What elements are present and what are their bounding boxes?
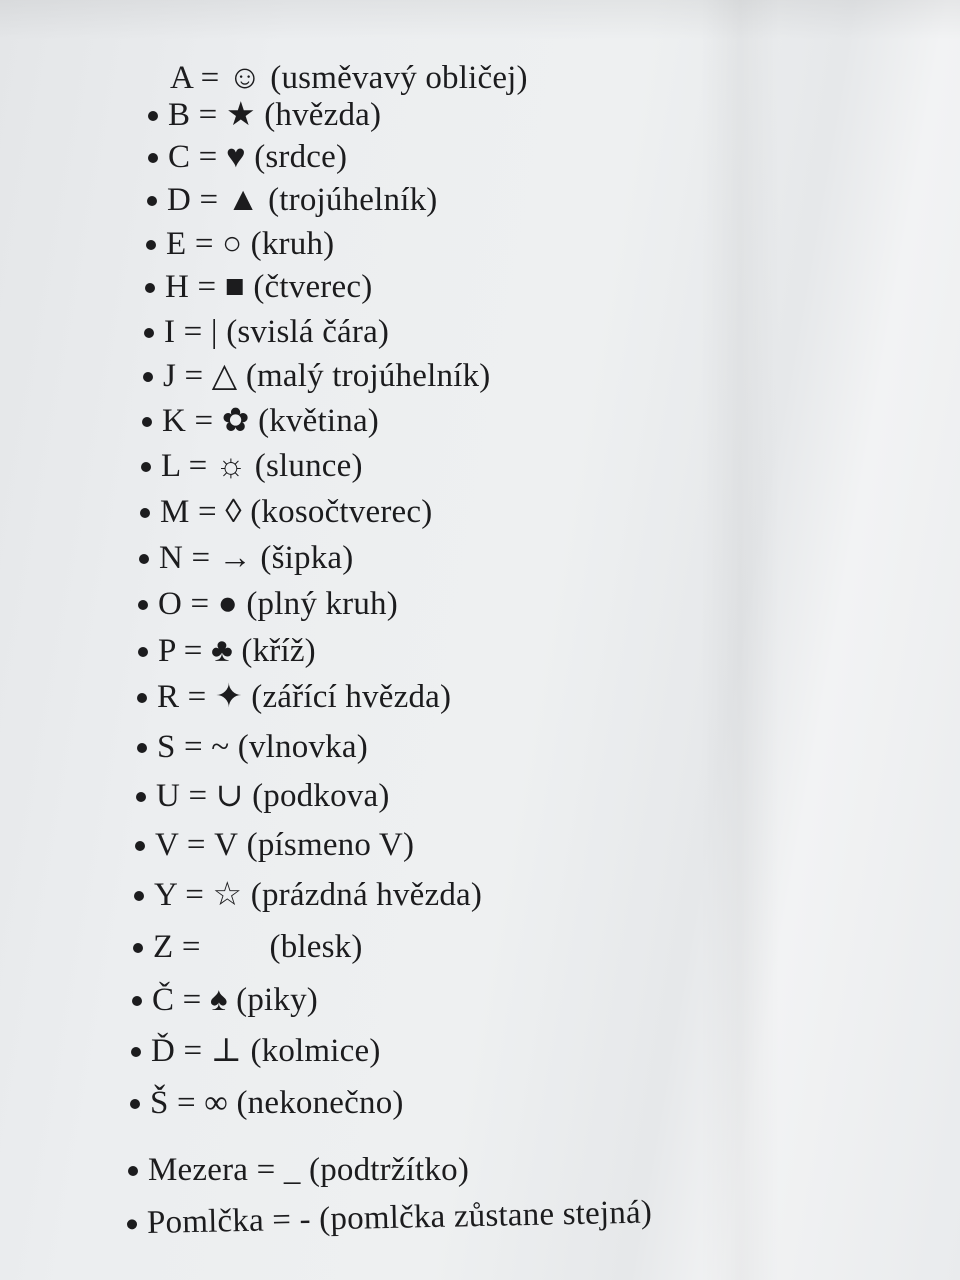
legend-item-i <box>164 312 389 352</box>
bullet-icon <box>148 111 158 121</box>
legend-description: (hvězda) <box>264 97 382 133</box>
legend-item-a <box>170 58 528 98</box>
legend-description: (podkova) <box>252 778 390 814</box>
legend-item-m <box>160 492 432 532</box>
legend-description: (písmeno V) <box>246 827 415 863</box>
legend-letter: L <box>161 448 181 484</box>
legend-description: (nekonečno) <box>236 1085 404 1121</box>
legend-item-p <box>158 631 316 671</box>
star-icon: ★ <box>225 97 256 133</box>
bullet-icon <box>133 943 143 953</box>
legend-equals: = <box>194 403 214 439</box>
legend-letter: Pomlčka <box>146 1202 265 1241</box>
legend-letter: Z <box>153 929 174 965</box>
legend-equals: = <box>184 729 203 765</box>
legend-equals: = <box>187 679 207 715</box>
bullet-icon <box>134 891 144 901</box>
legend-letter: N <box>159 540 184 576</box>
legend-letter: Ď <box>151 1033 176 1069</box>
bullet-icon <box>142 417 152 427</box>
legend-equals: = <box>198 494 217 530</box>
legend-letter: S <box>157 729 176 765</box>
legend-item-o <box>158 584 398 624</box>
legend-equals: = <box>197 269 217 305</box>
legend-letter: C <box>168 139 191 175</box>
legend-item-h <box>165 267 372 307</box>
legend-description: (srdce) <box>254 139 348 175</box>
small-triangle-icon: △ <box>211 358 238 394</box>
letter-v-icon: V <box>214 827 239 863</box>
legend-equals: = <box>271 1201 292 1239</box>
legend-description: (svislá čára) <box>226 314 390 350</box>
bullet-icon <box>138 600 148 610</box>
legend-description: (šipka) <box>260 540 354 576</box>
legend-description: (podtržítko) <box>309 1152 470 1188</box>
perpendicular-icon: ⊥ <box>210 1033 242 1069</box>
legend-letter: J <box>163 358 177 394</box>
filled-circle-icon: ● <box>217 586 238 622</box>
legend-description: (piky) <box>236 982 318 1018</box>
legend-equals: = <box>200 60 220 96</box>
legend-equals: = <box>185 877 205 913</box>
legend-item-l <box>161 446 363 486</box>
legend-equals: = <box>186 827 206 863</box>
vertical-line-icon: | <box>210 314 218 350</box>
legend-description: (květina) <box>258 403 379 439</box>
legend-letter: Č <box>152 982 175 1018</box>
legend-equals: = <box>183 633 203 669</box>
bullet-icon <box>130 1099 140 1109</box>
legend-item-c <box>168 137 347 177</box>
bullet-icon <box>143 372 153 382</box>
legend-description: (kolmice) <box>250 1033 381 1069</box>
bullet-icon <box>141 462 151 472</box>
legend-letter: B <box>168 97 191 133</box>
legend-letter: M <box>160 494 190 530</box>
legend-item-k <box>162 401 379 441</box>
legend-item-space <box>148 1150 469 1190</box>
legend-letter: V <box>155 827 179 863</box>
legend-description: (kříž) <box>241 633 316 669</box>
legend-item-b <box>168 95 381 135</box>
bullet-icon <box>132 996 142 1006</box>
legend-letter: K <box>162 403 187 439</box>
flower-icon: ✿ <box>221 403 250 439</box>
legend-description: (vlnovka) <box>237 729 368 765</box>
legend-description: (plný kruh) <box>246 586 398 622</box>
arrow-right-icon: → <box>218 540 252 576</box>
bullet-icon <box>144 328 154 338</box>
empty-star-icon: ☆ <box>212 877 243 913</box>
horseshoe-icon: ∪ <box>215 778 244 814</box>
legend-letter: H <box>165 269 190 305</box>
legend-item-e <box>166 224 334 264</box>
club-icon: ♣ <box>211 633 233 669</box>
legend-description: (kruh) <box>250 226 335 262</box>
legend-equals: = <box>183 314 203 350</box>
legend-letter: D <box>167 182 192 218</box>
bullet-icon <box>145 283 155 293</box>
legend-description: (blesk) <box>269 929 363 965</box>
legend-item-u <box>156 776 390 816</box>
legend-equals: = <box>194 226 214 262</box>
bullet-icon <box>139 554 149 564</box>
bullet-icon <box>140 508 150 518</box>
tilde-icon: ~ <box>211 729 230 765</box>
legend-item-j <box>163 356 490 396</box>
legend-equals: = <box>184 358 204 394</box>
bullet-icon <box>137 743 147 753</box>
legend-item-y <box>154 875 482 915</box>
sparkle-star-icon: ✦ <box>214 679 243 715</box>
legend-equals: = <box>198 97 218 133</box>
circle-icon: ○ <box>222 226 243 262</box>
legend-letter: A <box>170 60 193 96</box>
legend-description: (prázdná hvězda) <box>250 877 483 913</box>
legend-description: (slunce) <box>254 448 363 484</box>
legend-equals: = <box>177 1085 196 1121</box>
spade-icon: ♠ <box>209 982 228 1018</box>
legend-description: (malý trojúhelník) <box>245 358 491 394</box>
triangle-icon: ▲ <box>226 182 260 218</box>
bullet-icon <box>127 1219 137 1229</box>
legend-letter: R <box>157 679 180 715</box>
bullet-icon <box>146 240 156 250</box>
legend-item-d-caron <box>151 1031 381 1071</box>
square-icon: ■ <box>224 269 245 305</box>
sun-icon: ☼ <box>215 448 247 484</box>
legend-equals: = <box>199 182 219 218</box>
bullet-icon <box>136 792 146 802</box>
legend-letter: O <box>158 586 183 622</box>
diamond-icon: ◊ <box>225 494 242 530</box>
bullet-icon <box>138 647 148 657</box>
legend-equals: = <box>188 448 208 484</box>
legend-item-s <box>157 727 368 767</box>
legend-item-z <box>153 927 363 967</box>
legend-equals: = <box>183 1033 203 1069</box>
infinity-icon: ∞ <box>204 1085 229 1121</box>
legend-item-c-caron <box>152 980 318 1020</box>
legend-description: (čtverec) <box>253 269 373 305</box>
legend-equals: = <box>191 540 211 576</box>
bullet-icon <box>147 196 157 206</box>
legend-equals: = <box>190 586 210 622</box>
legend-letter: Y <box>154 877 177 913</box>
legend-item-hyphen <box>147 1192 653 1243</box>
legend-equals: = <box>188 778 208 814</box>
underscore-icon: _ <box>283 1152 301 1188</box>
legend-item-n <box>159 538 353 578</box>
legend-description: (usměvavý obličej) <box>270 60 528 96</box>
legend-letter: U <box>156 778 181 814</box>
legend-description: (pomlčka zůstane stejná) <box>318 1194 653 1238</box>
legend-item-d <box>167 180 437 220</box>
legend-description: (kosočtverec) <box>250 494 433 530</box>
legend-item-v <box>155 825 414 865</box>
legend-equals: = <box>181 929 201 965</box>
legend-letter: P <box>158 633 176 669</box>
bullet-icon <box>137 693 147 703</box>
heart-icon: ♥ <box>225 139 246 175</box>
legend-equals: = <box>198 139 218 175</box>
hyphen-icon: - <box>299 1201 312 1238</box>
legend-letter: I <box>164 314 176 350</box>
legend-item-s-caron <box>150 1083 404 1123</box>
bullet-icon <box>148 153 158 163</box>
legend-letter: Š <box>150 1085 169 1121</box>
legend-equals: = <box>256 1152 276 1188</box>
legend-description: (trojúhelník) <box>268 182 438 218</box>
legend-letter: E <box>166 226 187 262</box>
legend-letter: Mezera <box>148 1152 249 1188</box>
smiley-icon: ☺ <box>227 60 262 96</box>
bullet-icon <box>131 1047 141 1057</box>
legend-equals: = <box>182 982 202 1018</box>
bullet-icon <box>135 841 145 851</box>
bullet-icon <box>128 1166 138 1176</box>
legend-description: (zářící hvězda) <box>251 679 452 715</box>
legend-item-r <box>157 677 451 717</box>
